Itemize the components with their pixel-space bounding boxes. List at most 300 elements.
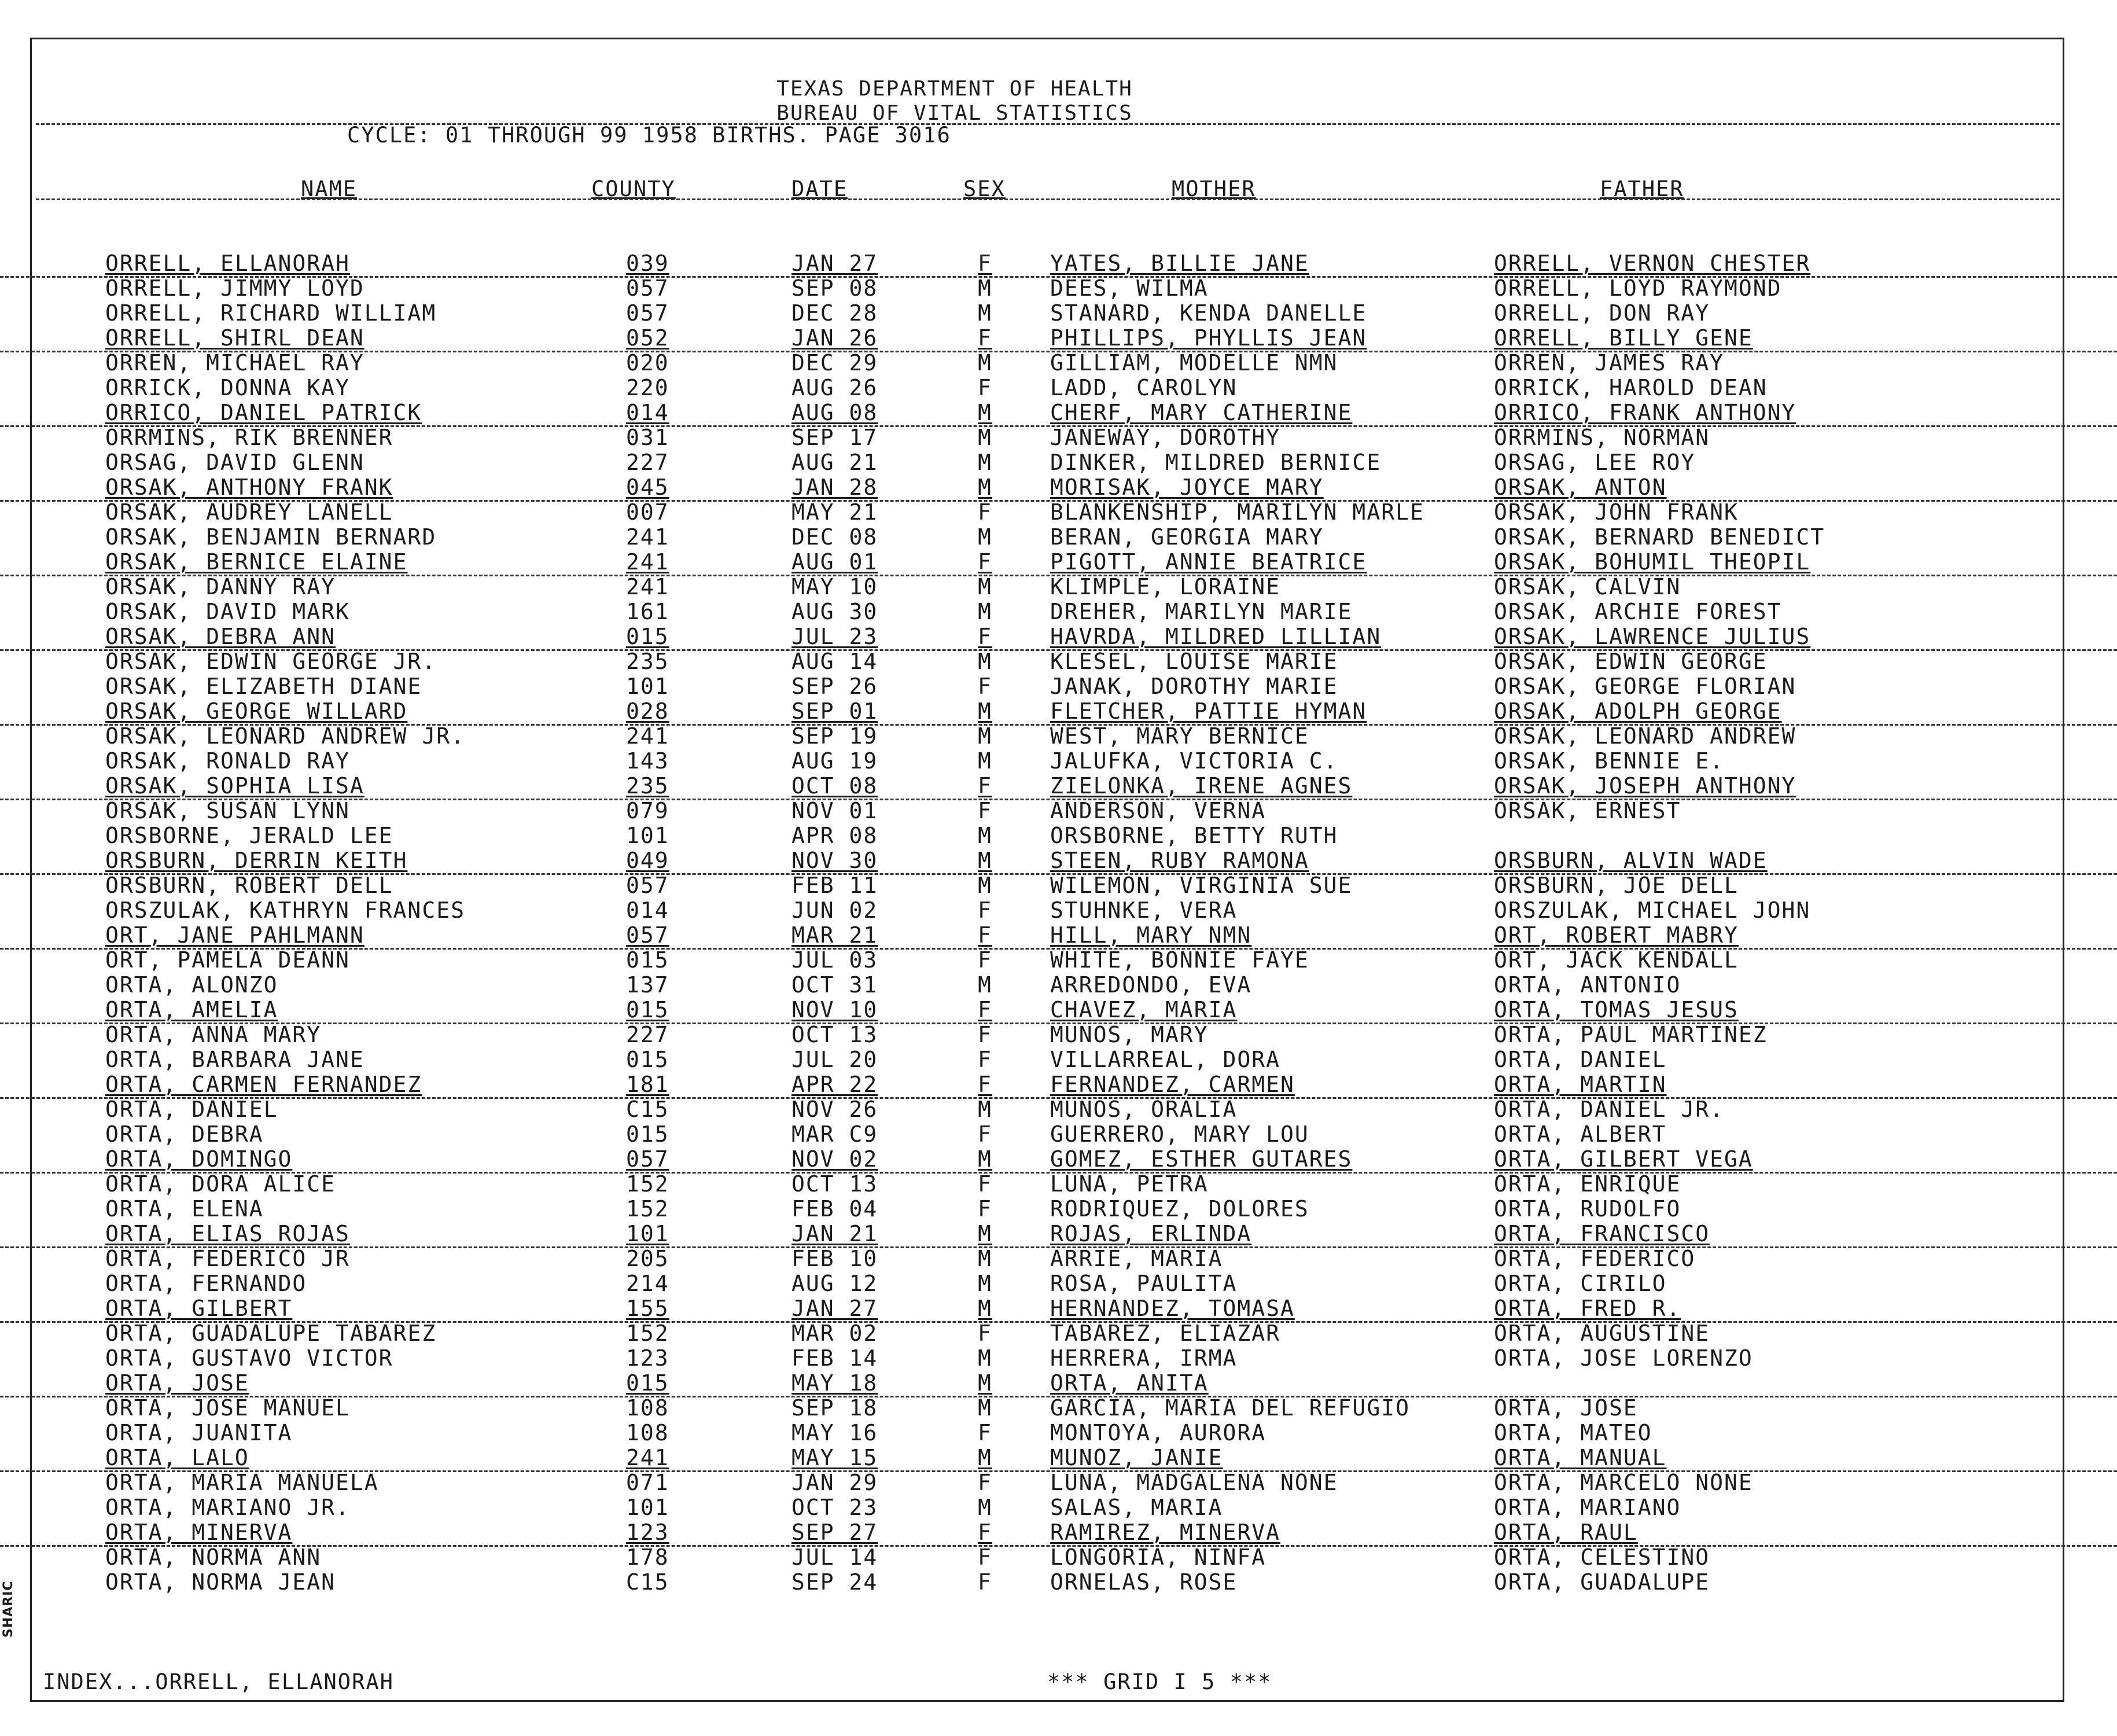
cell-date: JAN 27 bbox=[791, 1296, 878, 1321]
cell-father: ORSAK, ADOLPH GEORGE bbox=[1494, 698, 1782, 724]
cell-sex: F bbox=[978, 1196, 992, 1222]
cell-date: DEC 28 bbox=[791, 300, 878, 326]
cell-date: JAN 27 bbox=[791, 251, 878, 276]
cell-name: ORTA, ELIAS ROJAS bbox=[105, 1221, 350, 1246]
cell-name: ORSAK, GEORGE WILLARD bbox=[105, 698, 408, 724]
table-row bbox=[0, 1346, 2117, 1371]
table-row bbox=[0, 1321, 2117, 1346]
cell-mother: GARCIA, MARIA DEL REFUGIO bbox=[1050, 1395, 1410, 1421]
cell-name: ORTA, FERNANDO bbox=[105, 1271, 307, 1296]
cell-sex: M bbox=[978, 748, 992, 774]
cell-sex: F bbox=[978, 773, 992, 799]
cell-father: ORRICK, HAROLD DEAN bbox=[1494, 375, 1768, 400]
cell-father: ORSBURN, JOE DELL bbox=[1494, 873, 1739, 898]
table-row bbox=[0, 276, 2117, 301]
cell-county: 220 bbox=[626, 375, 669, 400]
cell-father: ORTA, MARCELO NONE bbox=[1494, 1470, 1753, 1495]
cell-name: ORRICO, DANIEL PATRICK bbox=[105, 400, 422, 425]
table-row bbox=[0, 1072, 2117, 1099]
cell-name: ORTA, GUSTAVO VICTOR bbox=[105, 1345, 393, 1371]
cell-mother: STUHNKE, VERA bbox=[1050, 898, 1238, 923]
cell-sex: M bbox=[978, 848, 992, 873]
cell-county: 015 bbox=[626, 624, 669, 649]
cell-date: MAY 10 bbox=[791, 574, 878, 599]
cell-date: SEP 08 bbox=[791, 275, 878, 301]
cell-father: ORTA, MARTIN bbox=[1494, 1072, 1667, 1097]
cell-mother: CHAVEZ, MARIA bbox=[1050, 997, 1238, 1023]
cell-mother: MORISAK, JOYCE MARY bbox=[1050, 475, 1324, 500]
cell-name: ORT, JANE PAHLMANN bbox=[105, 922, 365, 948]
cell-father: ORTA, GUADALUPE bbox=[1494, 1569, 1710, 1595]
cell-name: ORSAG, DAVID GLENN bbox=[105, 450, 365, 475]
cell-date: APR 08 bbox=[791, 823, 878, 848]
cell-county: 241 bbox=[626, 574, 669, 599]
cell-county: 014 bbox=[626, 898, 669, 923]
table-row bbox=[0, 699, 2117, 726]
cell-county: C15 bbox=[626, 1097, 669, 1122]
column-header-father: FATHER bbox=[1600, 176, 1684, 201]
cell-county: 152 bbox=[626, 1321, 669, 1346]
cell-sex: M bbox=[978, 1221, 992, 1246]
cell-name: ORSBURN, ROBERT DELL bbox=[105, 873, 393, 898]
cell-sex: F bbox=[978, 375, 992, 400]
cell-date: SEP 27 bbox=[791, 1520, 878, 1545]
cell-father: ORTA, GILBERT VEGA bbox=[1494, 1146, 1753, 1172]
cell-father: ORTA, PAUL MARTINEZ bbox=[1494, 1022, 1768, 1047]
cell-father: ORTA, MANUAL bbox=[1494, 1445, 1667, 1470]
cell-father: ORSAK, CALVIN bbox=[1494, 574, 1681, 599]
cell-sex: F bbox=[978, 1022, 992, 1047]
cell-mother: DREHER, MARILYN MARIE bbox=[1050, 599, 1353, 624]
cell-mother: JANEWAY, DOROTHY bbox=[1050, 425, 1281, 450]
table-row bbox=[0, 1197, 2117, 1222]
cell-father: ORTA, FRANCISCO bbox=[1494, 1221, 1710, 1246]
cell-name: ORRELL, RICHARD WILLIAM bbox=[105, 300, 437, 326]
cell-mother: FERNANDEZ, CARMEN bbox=[1050, 1072, 1295, 1097]
cell-county: 101 bbox=[626, 823, 669, 848]
cell-father: ORSAK, ERNEST bbox=[1494, 798, 1681, 823]
cell-date: MAY 18 bbox=[791, 1370, 878, 1396]
cell-date: NOV 10 bbox=[791, 997, 878, 1023]
cell-county: 071 bbox=[626, 1470, 669, 1495]
cell-sex: M bbox=[978, 723, 992, 749]
cell-date: SEP 18 bbox=[791, 1395, 878, 1421]
cell-sex: F bbox=[978, 674, 992, 699]
cell-mother: HERNANDEZ, TOMASA bbox=[1050, 1296, 1295, 1321]
cell-sex: M bbox=[978, 1271, 992, 1296]
cell-sex: M bbox=[978, 1445, 992, 1470]
cell-name: ORSAK, BENJAMIN BERNARD bbox=[105, 524, 437, 550]
cell-mother: KLESEL, LOUISE MARIE bbox=[1050, 649, 1338, 674]
cell-mother: GUERRERO, MARY LOU bbox=[1050, 1121, 1309, 1147]
table-row bbox=[0, 873, 2117, 898]
cell-mother: ROSA, PAULITA bbox=[1050, 1271, 1238, 1296]
cell-date: NOV 26 bbox=[791, 1097, 878, 1122]
table-row bbox=[0, 1172, 2117, 1197]
cell-father: ORTA, ENRIQUE bbox=[1494, 1171, 1681, 1197]
cell-mother: ORSBORNE, BETTY RUTH bbox=[1050, 823, 1338, 848]
agency-title: TEXAS DEPARTMENT OF HEALTH bbox=[776, 77, 1133, 101]
index-footer: INDEX...ORRELL, ELLANORAH bbox=[43, 1669, 394, 1694]
cell-date: NOV 02 bbox=[791, 1146, 878, 1172]
cell-county: 205 bbox=[626, 1246, 669, 1271]
cell-mother: BERAN, GEORGIA MARY bbox=[1050, 524, 1324, 550]
cell-father: ORTA, RAUL bbox=[1494, 1520, 1638, 1545]
cell-mother: BLANKENSHIP, MARILYN MARLE bbox=[1050, 499, 1424, 525]
cell-mother: JANAK, DOROTHY MARIE bbox=[1050, 674, 1338, 699]
table-row bbox=[0, 1470, 2117, 1495]
cell-father: ORSAK, EDWIN GEORGE bbox=[1494, 649, 1768, 674]
cycle-line: CYCLE: 01 THROUGH 99 1958 BIRTHS. PAGE 3016 bbox=[347, 123, 951, 148]
cell-date: DEC 29 bbox=[791, 350, 878, 376]
cell-sex: M bbox=[978, 599, 992, 624]
cell-county: 015 bbox=[626, 1047, 669, 1072]
cell-name: ORTA, JOSE MANUEL bbox=[105, 1395, 350, 1421]
table-row bbox=[0, 973, 2117, 998]
cell-county: 178 bbox=[626, 1544, 669, 1570]
cell-name: ORTA, DEBRA bbox=[105, 1121, 264, 1147]
cell-mother: ROJAS, ERLINDA bbox=[1050, 1221, 1252, 1246]
cell-county: 101 bbox=[626, 1495, 669, 1520]
cell-mother: RAMIREZ, MINERVA bbox=[1050, 1520, 1281, 1545]
cell-date: FEB 11 bbox=[791, 873, 878, 898]
table-row bbox=[0, 500, 2117, 525]
cell-county: 031 bbox=[626, 425, 669, 450]
cell-name: ORTA, AMELIA bbox=[105, 997, 278, 1023]
cell-county: 161 bbox=[626, 599, 669, 624]
cell-father: ORSAK, ANTON bbox=[1494, 475, 1667, 500]
cell-father: ORSAK, GEORGE FLORIAN bbox=[1494, 674, 1796, 699]
table-row bbox=[0, 475, 2117, 502]
cell-county: 007 bbox=[626, 499, 669, 525]
cell-county: 241 bbox=[626, 524, 669, 550]
cell-father: ORSAK, LAWRENCE JULIUS bbox=[1494, 624, 1811, 649]
table-row bbox=[0, 1495, 2117, 1520]
table-row bbox=[0, 575, 2117, 599]
cell-date: AUG 12 bbox=[791, 1271, 878, 1296]
table-row bbox=[0, 1296, 2117, 1323]
cell-date: SEP 17 bbox=[791, 425, 878, 450]
cell-name: ORSAK, DEBRA ANN bbox=[105, 624, 336, 649]
cell-mother: DINKER, MILDRED BERNICE bbox=[1050, 450, 1382, 475]
cell-father: ORRELL, DON RAY bbox=[1494, 300, 1710, 326]
cell-name: ORTA, ALONZO bbox=[105, 972, 278, 998]
cell-date: OCT 13 bbox=[791, 1171, 878, 1197]
table-row bbox=[0, 1097, 2117, 1122]
cell-county: C15 bbox=[626, 1569, 669, 1595]
cell-county: 020 bbox=[626, 350, 669, 376]
cell-mother: WEST, MARY BERNICE bbox=[1050, 723, 1309, 749]
cell-sex: F bbox=[978, 1470, 992, 1495]
cell-name: ORTA, DANIEL bbox=[105, 1097, 278, 1122]
cell-county: 241 bbox=[626, 1445, 669, 1470]
cell-sex: F bbox=[978, 624, 992, 649]
cell-mother: MUNOZ, JANIE bbox=[1050, 1445, 1223, 1470]
cell-date: FEB 04 bbox=[791, 1196, 878, 1222]
cell-date: JAN 26 bbox=[791, 325, 878, 351]
cell-sex: M bbox=[978, 400, 992, 425]
cell-county: 152 bbox=[626, 1196, 669, 1222]
cell-sex: M bbox=[978, 524, 992, 550]
cell-county: 108 bbox=[626, 1420, 669, 1446]
header-divider bbox=[36, 123, 2060, 125]
table-row bbox=[0, 251, 2117, 278]
table-row bbox=[0, 1520, 2117, 1547]
cell-county: 241 bbox=[626, 549, 669, 575]
cell-date: JUN 02 bbox=[791, 898, 878, 923]
table-row bbox=[0, 1246, 2117, 1271]
cell-date: MAR 21 bbox=[791, 922, 878, 948]
cell-county: 123 bbox=[626, 1520, 669, 1545]
cell-mother: ORTA, ANITA bbox=[1050, 1370, 1209, 1396]
cell-date: JAN 29 bbox=[791, 1470, 878, 1495]
cell-mother: ARREDONDO, EVA bbox=[1050, 972, 1252, 998]
table-row bbox=[0, 948, 2117, 973]
cell-date: JUL 23 bbox=[791, 624, 878, 649]
cell-date: SEP 24 bbox=[791, 1569, 878, 1595]
cell-name: ORSAK, SOPHIA LISA bbox=[105, 773, 365, 799]
cell-date: DEC 08 bbox=[791, 524, 878, 550]
cell-sex: F bbox=[978, 997, 992, 1023]
cell-father: ORSAK, JOSEPH ANTHONY bbox=[1494, 773, 1796, 799]
cell-date: SEP 19 bbox=[791, 723, 878, 749]
cell-father: ORRELL, BILLY GENE bbox=[1494, 325, 1753, 351]
table-row bbox=[0, 1047, 2117, 1072]
cell-date: AUG 30 bbox=[791, 599, 878, 624]
table-row bbox=[0, 1271, 2117, 1296]
cell-name: ORTA, JOSE bbox=[105, 1370, 249, 1396]
cell-mother: PHILLIPS, PHYLLIS JEAN bbox=[1050, 325, 1367, 351]
cell-father: ORTA, RUDOLFO bbox=[1494, 1196, 1681, 1222]
cell-mother: CHERF, MARY CATHERINE bbox=[1050, 400, 1353, 425]
cell-county: 155 bbox=[626, 1296, 669, 1321]
cell-name: ORSBURN, DERRIN KEITH bbox=[105, 848, 408, 873]
table-row bbox=[0, 649, 2117, 674]
cell-county: 235 bbox=[626, 773, 669, 799]
table-row bbox=[0, 525, 2117, 550]
cell-sex: F bbox=[978, 1569, 992, 1595]
cell-county: 137 bbox=[626, 972, 669, 998]
cell-date: JUL 03 bbox=[791, 947, 878, 973]
table-row bbox=[0, 1222, 2117, 1248]
cell-date: APR 22 bbox=[791, 1072, 878, 1097]
cell-mother: MUNOS, MARY bbox=[1050, 1022, 1209, 1047]
cell-county: 045 bbox=[626, 475, 669, 500]
cell-sex: M bbox=[978, 300, 992, 326]
table-row bbox=[0, 326, 2117, 352]
cell-name: ORSAK, DAVID MARK bbox=[105, 599, 350, 624]
cell-sex: F bbox=[978, 922, 992, 948]
table-row bbox=[0, 301, 2117, 326]
cell-father: ORTA, AUGUSTINE bbox=[1494, 1321, 1710, 1346]
cell-name: ORTA, MINERVA bbox=[105, 1520, 293, 1545]
cell-name: ORSAK, BERNICE ELAINE bbox=[105, 549, 408, 575]
cell-sex: F bbox=[978, 898, 992, 923]
cell-county: 057 bbox=[626, 1146, 669, 1172]
cell-father: ORTA, TOMAS JESUS bbox=[1494, 997, 1739, 1023]
cell-county: 152 bbox=[626, 1171, 669, 1197]
cell-father: ORTA, FEDERICO bbox=[1494, 1246, 1696, 1271]
cell-father: ORTA, JOSE LORENZO bbox=[1494, 1345, 1753, 1371]
cell-mother: HAVRDA, MILDRED LILLIAN bbox=[1050, 624, 1382, 649]
cell-sex: F bbox=[978, 798, 992, 823]
column-header-date: DATE bbox=[791, 176, 848, 201]
cell-mother: MONTOYA, AURORA bbox=[1050, 1420, 1266, 1446]
cell-sex: M bbox=[978, 823, 992, 848]
cell-father: ORSZULAK, MICHAEL JOHN bbox=[1494, 898, 1811, 923]
table-row bbox=[0, 774, 2117, 800]
cell-name: ORRELL, SHIRL DEAN bbox=[105, 325, 365, 351]
table-row bbox=[0, 425, 2117, 450]
cell-mother: HERRERA, IRMA bbox=[1050, 1345, 1238, 1371]
cell-mother: ZIELONKA, IRENE AGNES bbox=[1050, 773, 1353, 799]
cell-father: ORSAG, LEE ROY bbox=[1494, 450, 1696, 475]
cell-county: 181 bbox=[626, 1072, 669, 1097]
cell-name: ORSZULAK, KATHRYN FRANCES bbox=[105, 898, 465, 923]
cell-county: 108 bbox=[626, 1395, 669, 1421]
cell-date: SEP 01 bbox=[791, 698, 878, 724]
cell-county: 143 bbox=[626, 748, 669, 774]
cell-sex: M bbox=[978, 450, 992, 475]
cell-father: ORTA, ALBERT bbox=[1494, 1121, 1667, 1147]
cell-father: ORSAK, LEONARD ANDREW bbox=[1494, 723, 1796, 749]
cell-county: 057 bbox=[626, 873, 669, 898]
cell-mother: FLETCHER, PATTIE HYMAN bbox=[1050, 698, 1367, 724]
cell-sex: F bbox=[978, 947, 992, 973]
cell-father: ORT, ROBERT MABRY bbox=[1494, 922, 1739, 948]
column-header-mother: MOTHER bbox=[1172, 176, 1256, 201]
cell-mother: ARRIE, MARIA bbox=[1050, 1246, 1223, 1271]
cell-name: ORRELL, ELLANORAH bbox=[105, 251, 350, 276]
cell-father: ORRICO, FRANK ANTHONY bbox=[1494, 400, 1796, 425]
cell-date: JUL 14 bbox=[791, 1544, 878, 1570]
cell-mother: PIGOTT, ANNIE BEATRICE bbox=[1050, 549, 1367, 575]
cell-sex: F bbox=[978, 325, 992, 351]
cell-sex: M bbox=[978, 1097, 992, 1122]
cell-date: MAY 15 bbox=[791, 1445, 878, 1470]
cell-sex: M bbox=[978, 425, 992, 450]
cell-mother: MUNOS, ORALIA bbox=[1050, 1097, 1238, 1122]
cell-name: ORTA, DOMINGO bbox=[105, 1146, 293, 1172]
cell-mother: TABAREZ, ELIAZAR bbox=[1050, 1321, 1281, 1346]
cell-county: 057 bbox=[626, 922, 669, 948]
table-row bbox=[0, 376, 2117, 400]
cell-sex: F bbox=[978, 1321, 992, 1346]
cell-mother: YATES, BILLIE JANE bbox=[1050, 251, 1309, 276]
cell-name: ORSAK, DANNY RAY bbox=[105, 574, 336, 599]
cell-father: ORSBURN, ALVIN WADE bbox=[1494, 848, 1768, 873]
cell-father: ORSAK, JOHN FRANK bbox=[1494, 499, 1739, 525]
cell-sex: M bbox=[978, 1495, 992, 1520]
cell-sex: M bbox=[978, 873, 992, 898]
cell-name: ORSAK, SUSAN LYNN bbox=[105, 798, 350, 823]
cell-sex: M bbox=[978, 1246, 992, 1271]
cell-sex: F bbox=[978, 1520, 992, 1545]
cell-mother: DEES, WILMA bbox=[1050, 275, 1209, 301]
cell-mother: WHITE, BONNIE FAYE bbox=[1050, 947, 1309, 973]
table-row bbox=[0, 1446, 2117, 1472]
cell-county: 227 bbox=[626, 1022, 669, 1047]
cell-county: 052 bbox=[626, 325, 669, 351]
cell-sex: F bbox=[978, 1047, 992, 1072]
table-row bbox=[0, 599, 2117, 624]
cell-name: ORRMINS, RIK BRENNER bbox=[105, 425, 393, 450]
cell-county: 057 bbox=[626, 300, 669, 326]
cell-name: ORTA, ELENA bbox=[105, 1196, 264, 1222]
cell-name: ORSAK, EDWIN GEORGE JR. bbox=[105, 649, 437, 674]
cell-mother: STEEN, RUBY RAMONA bbox=[1050, 848, 1309, 873]
cell-name: ORTA, LALO bbox=[105, 1445, 249, 1470]
cell-date: SEP 26 bbox=[791, 674, 878, 699]
cell-sex: M bbox=[978, 350, 992, 376]
cell-mother: HILL, MARY NMN bbox=[1050, 922, 1252, 948]
table-row bbox=[0, 351, 2117, 376]
cell-father: ORSAK, BOHUMIL THEOPIL bbox=[1494, 549, 1811, 575]
table-row bbox=[0, 749, 2117, 774]
cell-father: ORTA, DANIEL JR. bbox=[1494, 1097, 1725, 1122]
cell-mother: ANDERSON, VERNA bbox=[1050, 798, 1266, 823]
cell-sex: F bbox=[978, 1171, 992, 1197]
cell-county: 101 bbox=[626, 1221, 669, 1246]
cell-sex: M bbox=[978, 1296, 992, 1321]
cell-date: JUL 20 bbox=[791, 1047, 878, 1072]
cell-county: 015 bbox=[626, 1121, 669, 1147]
cell-county: 039 bbox=[626, 251, 669, 276]
cell-date: OCT 31 bbox=[791, 972, 878, 998]
cell-date: MAR C9 bbox=[791, 1121, 878, 1147]
cell-name: ORTA, DORA ALICE bbox=[105, 1171, 336, 1197]
cell-father: ORTA, ANTONIO bbox=[1494, 972, 1681, 998]
cell-father: ORSAK, BERNARD BENEDICT bbox=[1494, 524, 1825, 550]
cell-mother: JALUFKA, VICTORIA C. bbox=[1050, 748, 1338, 774]
cell-date: FEB 10 bbox=[791, 1246, 878, 1271]
column-header-county: COUNTY bbox=[591, 176, 676, 201]
cell-name: ORTA, GILBERT bbox=[105, 1296, 293, 1321]
cell-father: ORTA, JOSE bbox=[1494, 1395, 1638, 1421]
cell-date: AUG 14 bbox=[791, 649, 878, 674]
cell-county: 014 bbox=[626, 400, 669, 425]
table-row bbox=[0, 1396, 2117, 1421]
cell-name: ORREN, MICHAEL RAY bbox=[105, 350, 365, 376]
cell-mother: LUNA, MADGALENA NONE bbox=[1050, 1470, 1338, 1495]
cell-mother: KLIMPLE, LORAINE bbox=[1050, 574, 1281, 599]
cell-father: ORTA, FRED R. bbox=[1494, 1296, 1681, 1321]
side-label: SHARIC bbox=[1, 1580, 16, 1638]
cell-mother: LUNA, PETRA bbox=[1050, 1171, 1209, 1197]
cell-name: ORRICK, DONNA KAY bbox=[105, 375, 350, 400]
cell-name: ORTA, FEDERICO JR bbox=[105, 1246, 350, 1271]
cell-date: OCT 08 bbox=[791, 773, 878, 799]
cell-father: ORTA, MATEO bbox=[1494, 1420, 1652, 1446]
cell-county: 015 bbox=[626, 997, 669, 1023]
cell-name: ORTA, MARIA MANUELA bbox=[105, 1470, 379, 1495]
table-row bbox=[0, 1147, 2117, 1174]
cell-father: ORTA, DANIEL bbox=[1494, 1047, 1667, 1072]
cell-date: AUG 08 bbox=[791, 400, 878, 425]
cell-mother: ORNELAS, ROSE bbox=[1050, 1569, 1238, 1595]
cell-father: ORRMINS, NORMAN bbox=[1494, 425, 1710, 450]
cell-mother: GOMEZ, ESTHER GUTARES bbox=[1050, 1146, 1353, 1172]
cell-name: ORTA, NORMA ANN bbox=[105, 1544, 322, 1570]
cell-name: ORSAK, AUDREY LANELL bbox=[105, 499, 393, 525]
cell-date: AUG 19 bbox=[791, 748, 878, 774]
cell-county: 101 bbox=[626, 674, 669, 699]
cell-father: ORSAK, ARCHIE FOREST bbox=[1494, 599, 1782, 624]
cell-sex: M bbox=[978, 1345, 992, 1371]
cell-name: ORTA, BARBARA JANE bbox=[105, 1047, 365, 1072]
cell-sex: M bbox=[978, 698, 992, 724]
cell-name: ORSAK, LEONARD ANDREW JR. bbox=[105, 723, 465, 749]
